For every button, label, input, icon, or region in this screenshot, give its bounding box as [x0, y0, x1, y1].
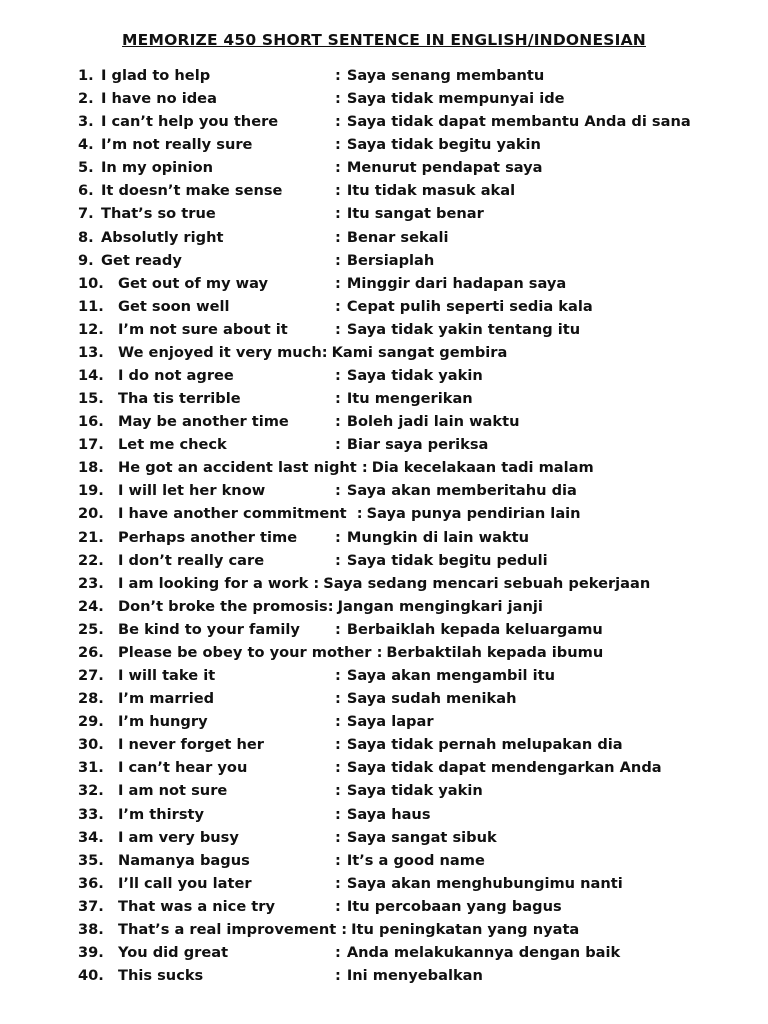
english-part: [78, 295, 230, 318]
translation-part: [335, 526, 529, 549]
english-phrase: I don’t really care: [118, 551, 265, 569]
phrase-row: [78, 572, 748, 595]
phrase-row: [78, 641, 748, 664]
translation-part: [335, 133, 541, 156]
phrase-row: [78, 618, 748, 641]
indonesian-translation: Saya punya pendirian lain: [366, 505, 581, 523]
translation-part: [335, 433, 488, 456]
phrase-row: [78, 849, 748, 872]
english-phrase: I can’t hear you: [118, 759, 248, 777]
english-part: [78, 318, 288, 341]
indonesian-translation: Saya tidak yakin tentang itu: [346, 320, 581, 338]
item-number: 13.: [78, 343, 104, 361]
indonesian-translation: Minggir dari hadapan saya: [346, 274, 567, 292]
item-number: 39.: [78, 943, 104, 961]
english-part: [78, 226, 223, 249]
translation-part: [335, 410, 519, 433]
item-number: 33.: [78, 805, 104, 823]
item-number: 22.: [78, 551, 104, 569]
indonesian-translation: Saya sedang mencari sebuah pekerjaan: [323, 574, 651, 592]
translation-part: [335, 202, 484, 225]
translation-part: [335, 872, 623, 895]
english-phrase: That’s a real improvement: [118, 920, 342, 938]
phrase-row: [78, 364, 748, 387]
english-phrase: You did great: [118, 943, 229, 961]
translation-part: [335, 318, 580, 341]
english-part: [78, 110, 278, 133]
phrase-row: [78, 272, 748, 295]
item-number: 6.: [78, 182, 94, 200]
item-number: 35.: [78, 851, 104, 869]
item-number: 20.: [78, 505, 104, 523]
english-phrase: I glad to help: [101, 67, 211, 84]
english-phrase: Perhaps another time: [118, 528, 298, 546]
item-number: 2.: [78, 90, 94, 108]
separator: :: [335, 690, 341, 708]
english-phrase: Don’t broke the promosis: [118, 597, 328, 615]
translation-part: [335, 756, 662, 779]
english-phrase: I will take it: [118, 667, 216, 685]
item-number: 36.: [78, 874, 104, 892]
item-number: 10.: [78, 274, 104, 292]
indonesian-translation: Saya sangat sibuk: [346, 828, 497, 846]
phrase-row: [78, 549, 748, 572]
phrase-row: [78, 664, 748, 687]
separator: :: [335, 182, 341, 200]
phrase-row: [78, 918, 748, 941]
separator: :: [335, 390, 341, 408]
english-part: [78, 387, 241, 410]
separator: :: [335, 667, 341, 685]
phrase-row: [78, 872, 748, 895]
english-phrase: I’m not sure about it: [118, 320, 288, 338]
item-number: 9.: [78, 251, 94, 269]
phrase-row: [78, 179, 748, 202]
item-number: 34.: [78, 828, 104, 846]
english-phrase: I have another commitment: [118, 505, 357, 523]
separator: :: [335, 67, 341, 84]
phrase-row: [78, 964, 748, 987]
english-part: [78, 687, 214, 710]
separator: :: [335, 367, 341, 385]
translation-part: [335, 826, 497, 849]
phrase-row: [78, 156, 748, 179]
separator: :: [335, 251, 341, 269]
english-phrase: I have no idea: [101, 90, 217, 108]
english-phrase: I’m not really sure: [101, 136, 253, 154]
translation-part: [335, 272, 566, 295]
item-number: 23.: [78, 574, 104, 592]
indonesian-translation: Cepat pulih seperti sedia kala: [346, 297, 593, 315]
english-part: [78, 364, 234, 387]
translation-part: [335, 687, 516, 710]
english-part: [78, 156, 213, 179]
english-phrase: It doesn’t make sense: [101, 182, 283, 200]
english-part: [78, 964, 203, 987]
phrase-row: [78, 202, 748, 225]
english-part: [78, 733, 264, 756]
translation-part: [335, 226, 449, 249]
english-phrase: That’s so true: [101, 205, 216, 223]
english-part: [78, 433, 227, 456]
indonesian-translation: Itu percobaan yang bagus: [346, 897, 562, 915]
phrase-row: [78, 803, 748, 826]
indonesian-translation: Berbaiklah kepada keluargamu: [346, 620, 603, 638]
indonesian-translation: Biar saya periksa: [346, 436, 489, 454]
indonesian-translation: Saya tidak begitu peduli: [346, 551, 548, 569]
english-part: [78, 803, 204, 826]
indonesian-translation: Itu mengerikan: [346, 390, 473, 408]
english-part: [78, 179, 282, 202]
phrase-row: [78, 779, 748, 802]
indonesian-translation: Saya sudah menikah: [346, 690, 517, 708]
translation-part: [335, 803, 431, 826]
english-phrase: I will let her know: [118, 482, 266, 500]
indonesian-translation: Berbaktilah kepada ibumu: [386, 643, 604, 661]
english-part: [78, 618, 300, 641]
translation-part: [335, 387, 473, 410]
item-number: 1.: [78, 67, 94, 84]
english-phrase: Get ready: [101, 251, 182, 269]
item-number: 7.: [78, 205, 94, 223]
english-part: [78, 249, 182, 272]
indonesian-translation: Menurut pendapat saya: [346, 159, 543, 177]
english-phrase: Namanya bagus: [118, 851, 250, 869]
item-number: 29.: [78, 713, 104, 731]
english-phrase: I can’t help you there: [101, 113, 279, 131]
phrase-row: [78, 941, 748, 964]
separator: :: [335, 759, 341, 777]
item-number: 37.: [78, 897, 104, 915]
english-part: [78, 549, 264, 572]
english-phrase: Get soon well: [118, 297, 230, 315]
item-number: 38.: [78, 920, 104, 938]
separator: :: [335, 113, 341, 131]
indonesian-translation: Benar sekali: [346, 228, 449, 246]
english-part: [78, 87, 217, 110]
english-part: [78, 895, 275, 918]
translation-part: [335, 364, 483, 387]
indonesian-translation: Saya tidak pernah melupakan dia: [346, 736, 623, 754]
separator: :: [335, 828, 341, 846]
english-phrase: I am very busy: [118, 828, 239, 846]
separator: :: [335, 805, 341, 823]
english-phrase: Let me check: [118, 436, 227, 454]
phrase-row: [78, 687, 748, 710]
translation-part: [335, 156, 543, 179]
separator: :: [313, 574, 320, 592]
translation-part: [335, 849, 485, 872]
translation-part: [335, 710, 434, 733]
separator: :: [321, 343, 328, 361]
separator: :: [335, 713, 341, 731]
english-phrase: I never forget her: [118, 736, 264, 754]
separator: :: [335, 897, 341, 915]
translation-part: [335, 664, 555, 687]
english-phrase: I am not sure: [118, 782, 228, 800]
indonesian-translation: It’s a good name: [346, 851, 485, 869]
phrase-row: [78, 895, 748, 918]
phrase-row: [78, 318, 748, 341]
separator: :: [335, 620, 341, 638]
separator: :: [335, 205, 341, 223]
separator: :: [335, 782, 341, 800]
item-number: 18.: [78, 459, 104, 477]
phrase-row: [78, 595, 748, 618]
separator: :: [335, 436, 341, 454]
english-part: [78, 133, 252, 156]
phrase-row: [78, 87, 748, 110]
english-phrase: I’m married: [118, 690, 215, 708]
indonesian-translation: Saya haus: [346, 805, 431, 823]
separator: :: [356, 505, 363, 523]
indonesian-translation: Itu sangat benar: [346, 205, 484, 223]
separator: :: [361, 459, 368, 477]
translation-part: [335, 941, 620, 964]
item-number: 27.: [78, 667, 104, 685]
phrase-row: [78, 64, 748, 87]
phrase-row: [78, 826, 748, 849]
indonesian-translation: Bersiaplah: [346, 251, 435, 269]
phrase-row: [78, 249, 748, 272]
english-part: [78, 64, 210, 87]
phrase-row: [78, 110, 748, 133]
item-number: 4.: [78, 136, 94, 154]
english-phrase: This sucks: [118, 967, 204, 985]
english-phrase: I’m hungry: [118, 713, 208, 731]
item-number: 15.: [78, 390, 104, 408]
separator: :: [335, 274, 341, 292]
separator: :: [341, 920, 348, 938]
item-number: 40.: [78, 967, 104, 985]
translation-part: [335, 779, 483, 802]
separator: :: [335, 228, 341, 246]
english-phrase: Please be obey to your mother: [118, 643, 377, 661]
translation-part: [335, 110, 691, 133]
english-phrase: May be another time: [118, 413, 289, 431]
translation-part: [335, 87, 565, 110]
separator: :: [335, 90, 341, 108]
english-part: [78, 756, 247, 779]
english-part: [78, 872, 252, 895]
english-part: [78, 826, 239, 849]
phrase-row: [78, 733, 748, 756]
english-phrase: I am looking for a work: [118, 574, 314, 592]
translation-part: [335, 249, 434, 272]
item-number: 12.: [78, 320, 104, 338]
separator: :: [335, 943, 341, 961]
translation-part: [335, 895, 562, 918]
separator: :: [376, 643, 383, 661]
indonesian-translation: Anda melakukannya dengan baik: [346, 943, 621, 961]
phrase-row: [78, 433, 748, 456]
phrase-row: [78, 526, 748, 549]
indonesian-translation: Saya tidak yakin: [346, 782, 483, 800]
item-number: 8.: [78, 228, 94, 246]
separator: :: [335, 851, 341, 869]
separator: :: [335, 551, 341, 569]
english-part: [78, 664, 215, 687]
english-phrase: In my opinion: [101, 159, 213, 177]
item-number: 30.: [78, 736, 104, 754]
english-phrase: Get out of my way: [118, 274, 269, 292]
item-number: 24.: [78, 597, 104, 615]
english-phrase: That was a nice try: [118, 897, 275, 915]
separator: :: [335, 136, 341, 154]
phrase-row: [78, 295, 748, 318]
english-part: [78, 272, 268, 295]
item-number: 19.: [78, 482, 104, 500]
english-part: [78, 202, 216, 225]
phrase-row: [78, 502, 748, 525]
indonesian-translation: Saya akan menghubungimu nanti: [346, 874, 623, 892]
phrase-row: [78, 710, 748, 733]
phrase-row: [78, 456, 748, 479]
separator: :: [335, 482, 341, 500]
translation-part: [335, 295, 593, 318]
item-number: 14.: [78, 367, 104, 385]
item-number: 11.: [78, 297, 104, 315]
indonesian-translation: Jangan mengingkari janji: [337, 597, 543, 615]
phrase-row: [78, 387, 748, 410]
phrase-row: [78, 133, 748, 156]
separator: :: [335, 320, 341, 338]
item-number: 28.: [78, 690, 104, 708]
indonesian-translation: Kami sangat gembira: [331, 343, 508, 361]
item-number: 3.: [78, 113, 94, 131]
page-title: MEMORIZE 450 SHORT SENTENCE IN ENGLISH/INDONESIAN: [122, 31, 646, 49]
separator: :: [335, 967, 341, 985]
english-phrase: Be kind to your family: [118, 620, 300, 638]
english-part: [78, 779, 227, 802]
phrase-row: [78, 756, 748, 779]
english-part: [78, 849, 250, 872]
english-part: [78, 710, 208, 733]
separator: :: [335, 528, 341, 546]
indonesian-translation: Saya tidak begitu yakin: [346, 136, 541, 154]
translation-part: [335, 549, 548, 572]
english-phrase: Absolutly right: [101, 228, 224, 246]
translation-part: [335, 618, 603, 641]
indonesian-translation: Saya senang membantu: [346, 67, 545, 84]
english-part: [78, 526, 297, 549]
item-number: 32.: [78, 782, 104, 800]
phrase-row: [78, 341, 748, 364]
item-number: 5.: [78, 159, 94, 177]
indonesian-translation: Itu peningkatan yang nyata: [351, 920, 580, 938]
translation-part: [335, 733, 623, 756]
phrase-row: [78, 226, 748, 249]
indonesian-translation: Saya akan memberitahu dia: [346, 482, 577, 500]
separator: :: [335, 874, 341, 892]
item-number: 31.: [78, 759, 104, 777]
english-phrase: Tha tis terrible: [118, 390, 241, 408]
separator: :: [335, 159, 341, 177]
separator: :: [335, 297, 341, 315]
indonesian-translation: Saya tidak mempunyai ide: [346, 90, 565, 108]
item-number: 16.: [78, 413, 104, 431]
item-number: 21.: [78, 528, 104, 546]
english-part: [78, 479, 265, 502]
english-phrase: He got an accident last night: [118, 459, 362, 477]
english-phrase: I do not agree: [118, 367, 234, 385]
translation-part: [335, 479, 577, 502]
indonesian-translation: Saya akan mengambil itu: [346, 667, 555, 685]
indonesian-translation: Itu tidak masuk akal: [346, 182, 516, 200]
separator: :: [335, 413, 341, 431]
indonesian-translation: Saya tidak dapat membantu Anda di sana: [346, 113, 691, 131]
phrase-row: [78, 410, 748, 433]
english-part: [78, 941, 228, 964]
english-part: [78, 410, 289, 433]
english-phrase: I’ll call you later: [118, 874, 252, 892]
indonesian-translation: Mungkin di lain waktu: [346, 528, 530, 546]
english-phrase: I’m thirsty: [118, 805, 205, 823]
translation-part: [335, 964, 483, 987]
indonesian-translation: Dia kecelakaan tadi malam: [371, 459, 594, 477]
translation-part: [335, 179, 515, 202]
indonesian-translation: Saya lapar: [346, 713, 434, 731]
indonesian-translation: Ini menyebalkan: [346, 967, 483, 985]
english-phrase: We enjoyed it very much: [118, 343, 322, 361]
phrase-list: [78, 64, 748, 987]
item-number: 25.: [78, 620, 104, 638]
separator: :: [327, 597, 334, 615]
indonesian-translation: Saya tidak dapat mendengarkan Anda: [346, 759, 662, 777]
indonesian-translation: Saya tidak yakin: [346, 367, 483, 385]
item-number: 17.: [78, 436, 104, 454]
translation-part: [335, 64, 544, 87]
separator: :: [335, 736, 341, 754]
indonesian-translation: Boleh jadi lain waktu: [346, 413, 520, 431]
phrase-row: [78, 479, 748, 502]
item-number: 26.: [78, 643, 104, 661]
